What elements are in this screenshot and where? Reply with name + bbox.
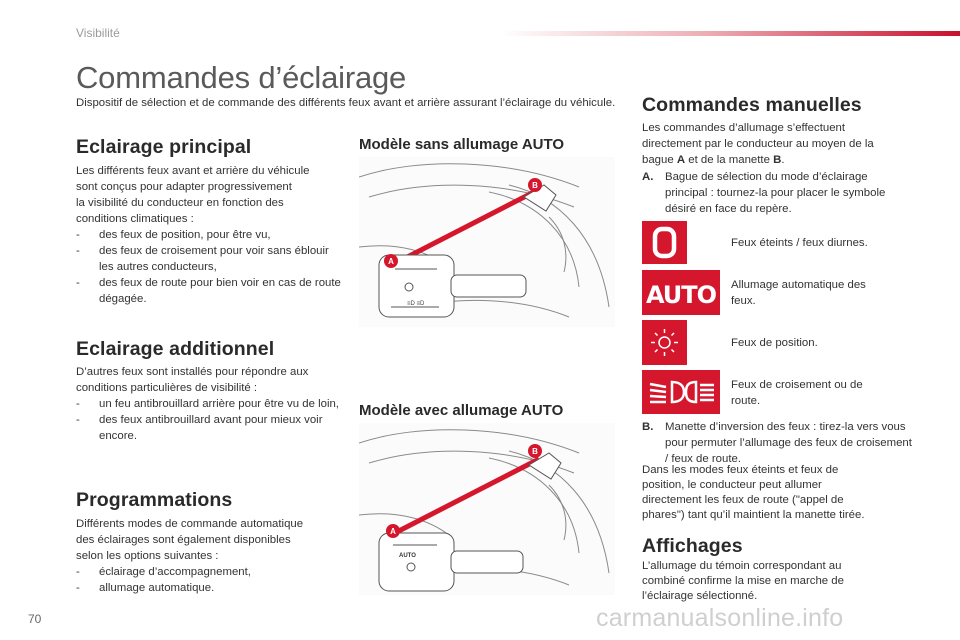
heading-commandes-manuelles: Commandes manuelles bbox=[642, 94, 862, 116]
heading-eclairage-additionnel: Eclairage additionnel bbox=[76, 338, 275, 360]
intro-text: Dispositif de sélection et de commande des différents feux avant et arrière assurant l’éclairage du véhicule. bbox=[76, 97, 616, 109]
paragraph-line: phares") tant qu’il maintient la manette tirée. bbox=[642, 509, 865, 521]
marker-a-label: A bbox=[390, 527, 396, 536]
manuelles-text: bague bbox=[642, 154, 677, 166]
definition-b bbox=[642, 419, 912, 467]
principal-line: la visibilité du conducteur en fonction des bbox=[76, 197, 284, 209]
programmations-text bbox=[76, 516, 341, 596]
marker-a-label: A bbox=[388, 257, 394, 266]
ref-a: A bbox=[676, 154, 686, 166]
low-beam-icon bbox=[642, 370, 720, 414]
programmations-line: selon les options suivantes : bbox=[76, 550, 219, 562]
auto-glyph: AUTO bbox=[645, 281, 717, 309]
manuelles-paragraph bbox=[642, 463, 912, 523]
affichages-line: L’allumage du témoin correspondant au bbox=[642, 560, 842, 572]
mode-label: Feux de position. bbox=[731, 337, 818, 349]
marker-b-label: B bbox=[532, 447, 538, 456]
principal-line: sont conçus pour adapter progressivement bbox=[76, 181, 292, 193]
affichages-line: l’éclairage sélectionné. bbox=[642, 590, 758, 602]
principal-line: Les différents feux avant et arrière du véhicule bbox=[76, 165, 310, 177]
programmations-list bbox=[76, 564, 341, 596]
list-item: - éclairage d’accompagnement, bbox=[76, 564, 341, 580]
definition-key: A. bbox=[642, 171, 654, 183]
watermark: carmanualsonline.info bbox=[596, 604, 844, 632]
additionnel-line: conditions particulières de visibilité : bbox=[76, 382, 258, 394]
ref-b: B bbox=[773, 154, 782, 166]
list-item: - un feu antibrouillard arrière pour être vu de loin, bbox=[76, 396, 341, 412]
zero-symbol-icon bbox=[642, 221, 687, 264]
mode-label: Allumage automatique des feux. bbox=[731, 279, 866, 307]
programmations-line: Différents modes de commande automatique bbox=[76, 518, 304, 530]
definition-text: Manette d’inversion des feux : tirez-la vers vous pour permuter l’allumage des feux de croisement / feux de route. bbox=[665, 421, 912, 465]
lighting-stalk-illustration bbox=[359, 157, 615, 327]
manuelles-text: . bbox=[781, 154, 785, 166]
list-item: - allumage automatique. bbox=[76, 580, 341, 596]
definition-key: B. bbox=[642, 421, 654, 433]
lighting-stalk-auto-illustration bbox=[359, 423, 615, 595]
section-header: Visibilité bbox=[76, 26, 120, 40]
paragraph-line: position, le conducteur peut allumer bbox=[642, 479, 822, 491]
auto-symbol-icon bbox=[642, 270, 720, 315]
mode-label: Feux éteints / feux diurnes. bbox=[731, 237, 868, 249]
manuelles-intro bbox=[642, 120, 912, 168]
header-accent-bar bbox=[500, 31, 960, 36]
list-item: - des feux de position, pour être vu, bbox=[76, 227, 341, 243]
mode-label: Feux de croisement ou de route. bbox=[731, 379, 863, 407]
heading-modele-sans-auto: Modèle sans allumage AUTO bbox=[359, 136, 565, 153]
position-lights-icon bbox=[642, 320, 687, 365]
affichages-line: combiné confirme la mise en marche de bbox=[642, 575, 844, 587]
heading-programmations: Programmations bbox=[76, 489, 233, 511]
principal-text bbox=[76, 163, 341, 307]
programmations-line: des éclairages sont également disponibles bbox=[76, 534, 291, 546]
page-title: Commandes d’éclairage bbox=[76, 60, 407, 95]
list-item: - des feux de route pour bien voir en cas de route dégagée. bbox=[76, 275, 341, 307]
additionnel-text bbox=[76, 364, 341, 444]
paragraph-line: directement les feux de route ("appel de bbox=[642, 494, 844, 506]
principal-line: conditions climatiques : bbox=[76, 213, 194, 225]
manuelles-line bbox=[642, 152, 912, 168]
list-item: - des feux de croisement pour voir sans éblouir les autres conducteurs, bbox=[76, 243, 341, 275]
marker-b-label: B bbox=[532, 181, 538, 190]
heading-eclairage-principal: Eclairage principal bbox=[76, 136, 252, 158]
additionnel-list bbox=[76, 396, 341, 444]
manuelles-text: et de la manette bbox=[685, 154, 774, 166]
page-number: 70 bbox=[28, 612, 42, 626]
svg-text:≡D ≡D: ≡D ≡D bbox=[407, 301, 425, 307]
stalk-diagram-sans-auto bbox=[359, 157, 615, 327]
affichages-text bbox=[642, 559, 912, 604]
list-item: - des feux antibrouillard avant pour mieux voir encore. bbox=[76, 412, 341, 444]
principal-list bbox=[76, 227, 341, 307]
heading-affichages: Affichages bbox=[642, 535, 743, 557]
manuelles-line: Les commandes d’allumage s’effectuent bbox=[642, 122, 846, 134]
definition-text: Bague de sélection du mode d’éclairage principal : tournez-la pour placer le symbole désiré en face du repère. bbox=[665, 171, 886, 215]
definition-a bbox=[642, 169, 892, 217]
paragraph-line: Dans les modes feux éteints et feux de bbox=[642, 464, 839, 476]
heading-modele-avec-auto: Modèle avec allumage AUTO bbox=[359, 402, 564, 419]
manuelles-line: directement par le conducteur au moyen de la bbox=[642, 138, 874, 150]
stalk-diagram-avec-auto bbox=[359, 423, 615, 595]
additionnel-line: D’autres feux sont installés pour répondre aux bbox=[76, 366, 309, 378]
auto-ring-label: AUTO bbox=[399, 553, 416, 559]
